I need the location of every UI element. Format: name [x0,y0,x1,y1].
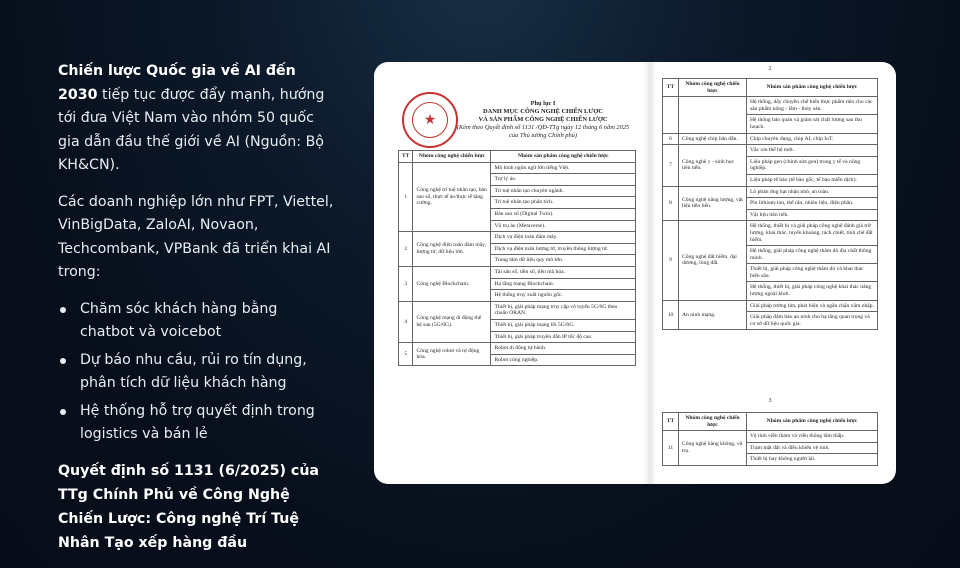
document-page-1 [398,80,636,472]
tech-group-cell: Công nghệ điện toán đám mây, lượng tử, dữ liệu lớn. [413,232,491,267]
table-row [399,301,636,319]
tech-product-cell: Thiết bị, giải pháp công nghệ thăm dò và khai thác biển sâu. [747,264,878,282]
table-row [663,221,878,246]
table-row [399,343,636,355]
document-subtitle-2: của Thủ tướng Chính phủ) [509,132,577,139]
tech-product-cell: Giải pháp đảm bảo an ninh cho hạ tầng quan trọng và cơ sở dữ liệu quốc gia. [747,312,878,330]
strategic-tech-table-page-3 [662,412,878,466]
tech-product-cell: Trợ lý ảo. [491,174,636,186]
page-number-3: 3 [768,398,772,404]
conclusion-paragraph: Quyết định số 1131 (6/2025) của TTg Chính Phủ về Công Nghệ Chiến Lược: Công nghệ Trí Tuệ Nhân Tạo xếp hàng đầu [58,462,320,551]
table-row [663,186,878,198]
tech-group-cell: Công nghệ năng lượng, vật liệu tiên tiến. [679,186,747,221]
table-row [663,133,878,145]
tech-group-cell: Công nghệ mạng di động thế hệ sau (5G/6G). [413,301,491,342]
tech-product-cell: Vũ trụ ảo (Metaverse). [491,220,636,232]
tech-product-cell: Pin lithium-ion, thể rắn, nhiên liệu, điện phân. [747,198,878,210]
left-text-panel [58,60,336,568]
tech-product-cell: Chip chuyên dụng, chip AI, chip IoT. [747,133,878,145]
row-number: 10 [663,300,679,330]
document-subtitle-1: (Kèm theo Quyết định số 1131 /QĐ-TTg ngày 12 tháng 6 năm 2025 [456,124,630,131]
tech-group-cell: Công nghệ hàng không, vũ trụ. [679,431,747,466]
col-group: Nhóm công nghệ chiến lược [679,413,747,431]
col-tt: TT [663,79,679,97]
row-number: 9 [663,221,679,300]
row-number: 8 [663,186,679,221]
tech-product-cell: Vắc xin thế hệ mới. [747,145,878,157]
bullet-list [58,298,336,447]
row-number: 1 [399,162,413,232]
table-page-3 [662,412,878,466]
tech-product-cell: Lò phản ứng hạt nhân nhỏ, an toàn. [747,186,878,198]
row-number: 11 [663,431,679,466]
document-page-2 [662,66,878,476]
row-number: 3 [399,266,413,301]
tech-product-cell: Dịch vụ điện toán lượng tử, truyền thông lượng tử. [491,243,636,255]
document-title-2: VÀ SẢN PHẨM CÔNG NGHỆ CHIẾN LƯỢC [478,116,608,123]
row-number: 2 [399,232,413,267]
tech-product-cell: Vệ tinh viễn thám và viễn thông tầm thấp. [747,431,878,443]
tech-product-cell: Giải pháp tường lửa, phát hiện và ngăn chặn xâm nhập. [747,300,878,312]
row-number: 4 [399,301,413,342]
tech-product-cell: Hệ thống, thiết bị và giải pháp công nghệ đánh giá trữ lượng, khai thác, tuyển khoáng, tách chiết, tinh chế đất hiếm. [747,221,878,246]
table-row [399,162,636,174]
tech-product-cell: Hệ thống truy xuất nguồn gốc. [491,290,636,302]
tech-group-cell: Công nghệ chip bán dẫn. [679,133,747,145]
tech-product-cell: Liệu pháp gen (chỉnh sửa gen) trong y tế và nông nghiệp. [747,156,878,174]
table-page-2 [662,78,878,330]
bullet-item: Dự báo nhu cầu, rủi ro tín dụng, phân tích dữ liệu khách hàng [58,349,336,396]
strategic-tech-table [398,150,636,366]
document-card [374,62,896,484]
tech-group-cell: Công nghệ trí tuệ nhân tạo, bản sao số, thực tế ảo/thực tế tăng cường. [413,162,491,232]
tech-group-cell: Công nghệ y - sinh học tiên tiến. [679,145,747,186]
tech-product-cell: Tài sản số, tiền số, tiền mã hóa. [491,266,636,278]
tech-group-cell: An ninh mạng. [679,300,747,330]
table-row [399,266,636,278]
tech-product-cell: Thiết bị, giải pháp truyền dẫn IP tốc độ cao. [491,331,636,343]
table-header-row [399,151,636,163]
tech-product-cell: Hệ thống, thiết bị, giải pháp công nghệ khai thác năng lượng ngoài khơi. [747,282,878,300]
col-product: Nhóm sản phẩm công nghệ chiến lược [491,151,636,163]
row-number: 6 [663,133,679,145]
tech-product-cell: Robot công nghiệp. [491,354,636,366]
tech-group-cell: Công nghệ robot và tự động hóa. [413,343,491,366]
row-number: 7 [663,145,679,186]
tech-product-cell: Trạm mặt đất và điều khiển vệ tinh. [747,442,878,454]
table-header-row [663,79,878,97]
table-row [399,232,636,244]
table-row [663,300,878,312]
table-row [663,431,878,443]
col-tt: TT [663,413,679,431]
row-number: 5 [399,343,413,366]
page-number-2: 2 [768,66,772,72]
tech-product-cell: Thiết bị, giải pháp mạng lõi 5G/6G. [491,319,636,331]
document-title-1: DANH MỤC CÔNG NGHỆ CHIẾN LƯỢC [483,108,603,115]
page-fold [642,62,656,484]
tech-product-cell: Dịch vụ điện toán đám mây. [491,232,636,244]
tech-product-cell: Trung tâm dữ liệu quy mô lớn. [491,255,636,267]
table-row [663,145,878,157]
tech-product-cell: Trí tuệ nhân tạo phân tích. [491,197,636,209]
strategic-tech-table-cont [662,78,878,330]
star-icon: ★ [412,102,448,138]
tech-product-cell: Hệ thống, giải pháp công nghệ thăm dò địa chất thông minh. [747,246,878,264]
tech-product-cell: Vật liệu tiên tiến. [747,209,878,221]
col-product: Nhóm sản phẩm công nghệ chiến lược [747,79,878,97]
tech-product-cell: Hệ thống bảo quản và giám sát chất lượng sau thu hoạch. [747,115,878,133]
tech-product-cell: Mô hình ngôn ngữ lớn tiếng Việt. [491,162,636,174]
row-number [663,97,679,133]
tech-product-cell: Robot di động tự hành. [491,343,636,355]
document-header [448,100,638,140]
col-group: Nhóm công nghệ chiến lược [679,79,747,97]
col-group: Nhóm công nghệ chiến lược [413,151,491,163]
table-header-row [663,413,878,431]
appendix-label: Phụ lục I [530,100,556,107]
bullet-item: Chăm sóc khách hàng bằng chatbot và voicebot [58,298,336,345]
bullet-item: Hệ thống hỗ trợ quyết định trong logistics và bán lẻ [58,400,336,447]
tech-product-cell: Thiết bị bay không người lái. [747,454,878,466]
tech-group-cell: Công nghệ Blockchain. [413,266,491,301]
tech-product-cell: Thiết bị, giải pháp mạng truy cập vô tuyến 5G/6G theo chuẩn ORAN. [491,301,636,319]
tech-product-cell: Hạ tầng mạng Blockchain. [491,278,636,290]
intro-rest: tiếp tục được đẩy mạnh, hướng tới đưa Việt Nam vào nhóm 50 quốc gia dẫn đầu thế giới về AI (Nguồn: Bộ KH&CN). [58,86,325,173]
tech-group-cell [679,97,747,133]
tech-group-cell: Công nghệ đất hiếm, đại dương, lòng đất. [679,221,747,300]
intro-bold: Chiến lược Quốc gia về AI đến 2030 [58,63,296,103]
companies-paragraph: Các doanh nghiệp lớn như FPT, Viettel, VinBigData, ZaloAI, Novaon, Techcombank, VPBank đã triển khai AI trong: [58,193,334,280]
tech-product-cell: Bản sao số (Digital Twin). [491,208,636,220]
intro-paragraph [58,60,336,178]
col-product: Nhóm sản phẩm công nghệ chiến lược [747,413,878,431]
tech-product-cell: Liệu pháp tế bào (tế bào gốc, tế bào miễn dịch). [747,174,878,186]
tech-product-cell: Trí tuệ nhân tạo chuyên ngành. [491,185,636,197]
table-row [663,97,878,115]
tech-product-cell: Hệ thống, dây chuyền chế biến thực phẩm tiên cho các sản phẩm nông - lâm - thủy sản. [747,97,878,115]
table-page-1 [398,150,636,366]
col-tt: TT [399,151,413,163]
